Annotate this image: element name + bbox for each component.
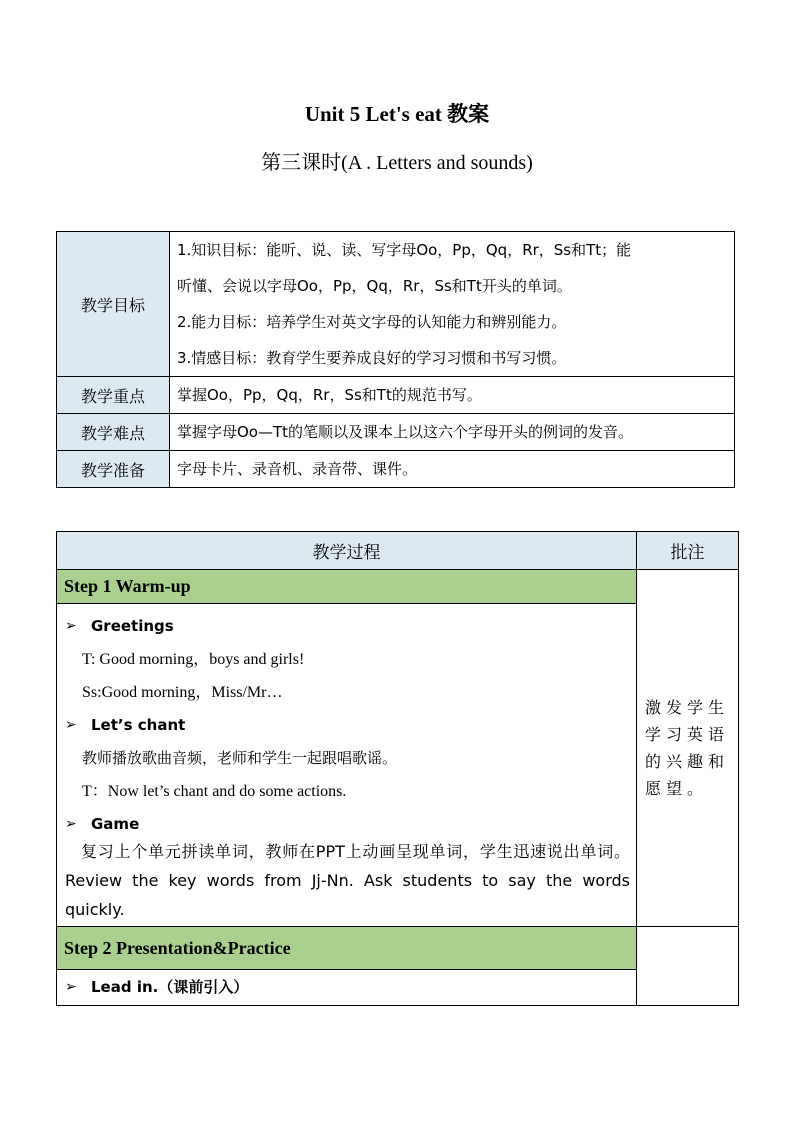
chant-teacher-line: T：Now let’s chant and do some actions. [82,783,347,800]
document-title: Unit 5 Let's eat 教案 [304,102,490,126]
difficulties-content: 掌握字母Oo—Tt的笔顺以及课本上以这六个字母开头的例词的发音。 [170,414,735,451]
chant-label: Let’s chant [91,716,186,734]
objective-line: 1.知识目标：能听、说、读、写字母Oo，Pp，Qq，Rr，Ss和Tt；能 [177,241,632,259]
notes-line: 的兴趣和 [645,752,730,771]
process-header-row [57,532,739,570]
preparation-content: 字母卡片、录音机、录音带、课件。 [170,451,735,488]
step1-title-row [57,570,739,604]
process-table [56,531,739,1006]
arrowhead-bullet-icon: ➢ [65,979,77,995]
game-label: Game [91,815,140,833]
notes-line: 愿望。 [645,779,709,798]
step2-title-row [57,927,739,970]
objectives-table [56,231,735,488]
step2-notes [637,927,739,1006]
greetings-label: Greetings [91,617,174,635]
objective-line: 听懂、会说以字母Oo，Pp，Qq，Rr，Ss和Tt开头的单词。 [177,277,572,295]
process-header: 教学过程 [57,532,637,570]
difficulties-row [57,414,735,451]
notes-line: 激发学生 [645,698,730,717]
notes-header: 批注 [637,532,739,570]
objectives-row [57,232,735,377]
objectives-label: 教学目标 [57,232,170,377]
chant-instruction: 教师播放歌曲音频，老师和学生一起跟唱歌谣。 [82,749,398,767]
step1-notes [637,570,739,927]
key-points-content: 掌握Oo，Pp，Qq，Rr，Ss和Tt的规范书写。 [170,377,735,414]
difficulties-label: 教学难点 [57,414,170,451]
arrowhead-bullet-icon: ➢ [65,816,77,832]
greeting-line-students: Ss:Good morning，Miss/Mr… [82,684,283,701]
preparation-row [57,451,735,488]
objective-line: 2.能力目标：培养学生对英文字母的认知能力和辨别能力。 [177,313,567,331]
lesson-subtitle: 第三课时(A . Letters and sounds) [261,152,533,174]
step1-body-row [57,604,739,927]
step1-title: Step 1 Warm-up [57,570,637,604]
chant-bullet [65,709,630,742]
arrowhead-bullet-icon: ➢ [65,618,77,634]
step2-body [57,970,637,1006]
notes-line: 学习英语 [645,725,730,744]
game-description: 复习上个单元拼读单词，教师在PPT上动画呈现单词，学生迅速说出单词。Review the key words from Jj-Nn. Ask students to say the words quickly. [65,842,630,919]
step2-body-row [57,970,739,1006]
arrowhead-bullet-icon: ➢ [65,717,77,733]
objective-line: 3.情感目标：教育学生要养成良好的学习习惯和书写习惯。 [177,349,567,367]
preparation-label: 教学准备 [57,451,170,488]
lead-in-label: Lead in.（课前引入） [91,978,249,996]
key-points-label: 教学重点 [57,377,170,414]
lead-in-bullet [65,971,636,1004]
step2-title: Step 2 Presentation&Practice [57,927,637,970]
greeting-line-teacher: T: Good morning，boys and girls! [82,651,305,668]
key-points-row [57,377,735,414]
objectives-content [170,232,735,377]
step1-body [57,604,637,927]
greetings-bullet [65,610,630,643]
